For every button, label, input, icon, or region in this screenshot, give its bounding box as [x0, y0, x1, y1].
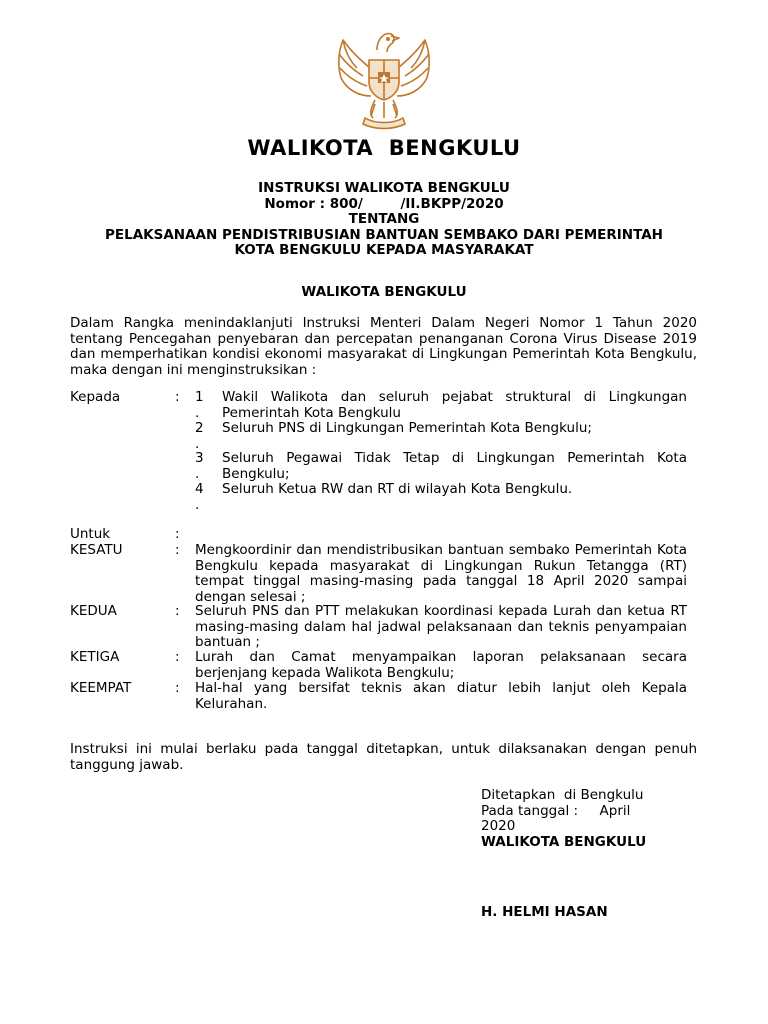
- heading-line: INSTRUKSI WALIKOTA BENGKULU: [258, 180, 510, 196]
- item-number: 3 .: [195, 450, 204, 482]
- garuda-pancasila-emblem-icon: [325, 20, 443, 132]
- instruction-label: KEDUA: [70, 603, 117, 619]
- signatory-name-block: [481, 905, 608, 921]
- closing-paragraph: Instruksi ini mulai berlaku pada tanggal ditetapkan, untuk dilaksanakan dengan penuh tanggung jawab.: [70, 741, 697, 773]
- colon: :: [175, 389, 180, 405]
- list-item: Seluruh Pegawai Tidak Tetap di Lingkungan Pemerintah Kota Bengkulu;: [222, 450, 687, 482]
- colon: :: [175, 542, 180, 558]
- intro-paragraph: Dalam Rangka menindaklanjuti Instruksi Menteri Dalam Negeri Nomor 1 Tahun 2020 tentang Pencegahan penyebaran dan percepatan penanganan Corona Virus Disease 2019 dan memperhatikan kondisi ekonomi masyarakat di Lingkungan Pemerintah Kota Bengkulu, maka dengan ini menginstruksikan :: [70, 315, 697, 378]
- instruction-label: KETIGA: [70, 649, 120, 665]
- instruction-label: KESATU: [70, 542, 123, 558]
- instruction-label: KEEMPAT: [70, 680, 132, 696]
- instruction-text: Hal-hal yang bersifat teknis akan diatur lebih lanjut oleh Kepala Kelurahan.: [195, 680, 687, 712]
- heading-line: TENTANG: [348, 211, 420, 227]
- instruction-text: Mengkoordinir dan mendistribusikan bantuan sembako Pemerintah Kota Bengkulu kepada masyarakat di Lingkungan Rukun Tetangga (RT) tempat tinggal masing-masing pada tanggal 18 April 2020 sampai dengan selesai ;: [195, 542, 687, 605]
- instruction-heading: [0, 181, 768, 259]
- colon: :: [175, 680, 180, 696]
- issuer-subtitle: WALIKOTA BENGKULU: [301, 284, 467, 300]
- date-line: Pada tanggal : April: [481, 802, 631, 819]
- item-number: 1 .: [195, 389, 204, 421]
- colon: :: [175, 649, 180, 665]
- signatory-office: WALIKOTA BENGKULU: [481, 833, 647, 850]
- signature-block: [481, 788, 646, 850]
- heading-line: KOTA BENGKULU KEPADA MASYARAKAT: [234, 242, 534, 258]
- place-line: Ditetapkan di Bengkulu: [481, 787, 644, 803]
- item-number: 2 .: [195, 420, 204, 452]
- signatory-name: H. HELMI HASAN: [481, 904, 608, 920]
- item-number: 4 .: [195, 481, 204, 513]
- date-year: 2020: [481, 818, 516, 834]
- heading-line: PELAKSANAAN PENDISTRIBUSIAN BANTUAN SEMBAKO DARI PEMERINTAH: [105, 226, 663, 243]
- colon: :: [175, 526, 180, 542]
- untuk-label: Untuk: [70, 526, 111, 542]
- list-item: Seluruh PNS di Lingkungan Pemerintah Kota Bengkulu;: [222, 420, 592, 436]
- instruction-text: Lurah dan Camat menyampaikan laporan pelaksanaan secara berjenjang kepada Walikota Bengkulu;: [195, 649, 687, 681]
- list-item: Seluruh Ketua RW dan RT di wilayah Kota Bengkulu.: [222, 481, 573, 497]
- instruction-text: Seluruh PNS dan PTT melakukan koordinasi kepada Lurah dan ketua RT masing-masing dalam hal jadwal pelaksanaan dan teknis penyampaian bantuan ;: [195, 603, 687, 650]
- colon: :: [175, 603, 180, 619]
- document-title: WALIKOTA BENGKULU: [247, 136, 521, 160]
- heading-line: Nomor : 800/ /II.BKPP/2020: [264, 195, 504, 212]
- list-item: Wakil Walikota dan seluruh pejabat struktural di Lingkungan Pemerintah Kota Bengkulu: [222, 389, 687, 421]
- kepada-label: Kepada: [70, 389, 121, 405]
